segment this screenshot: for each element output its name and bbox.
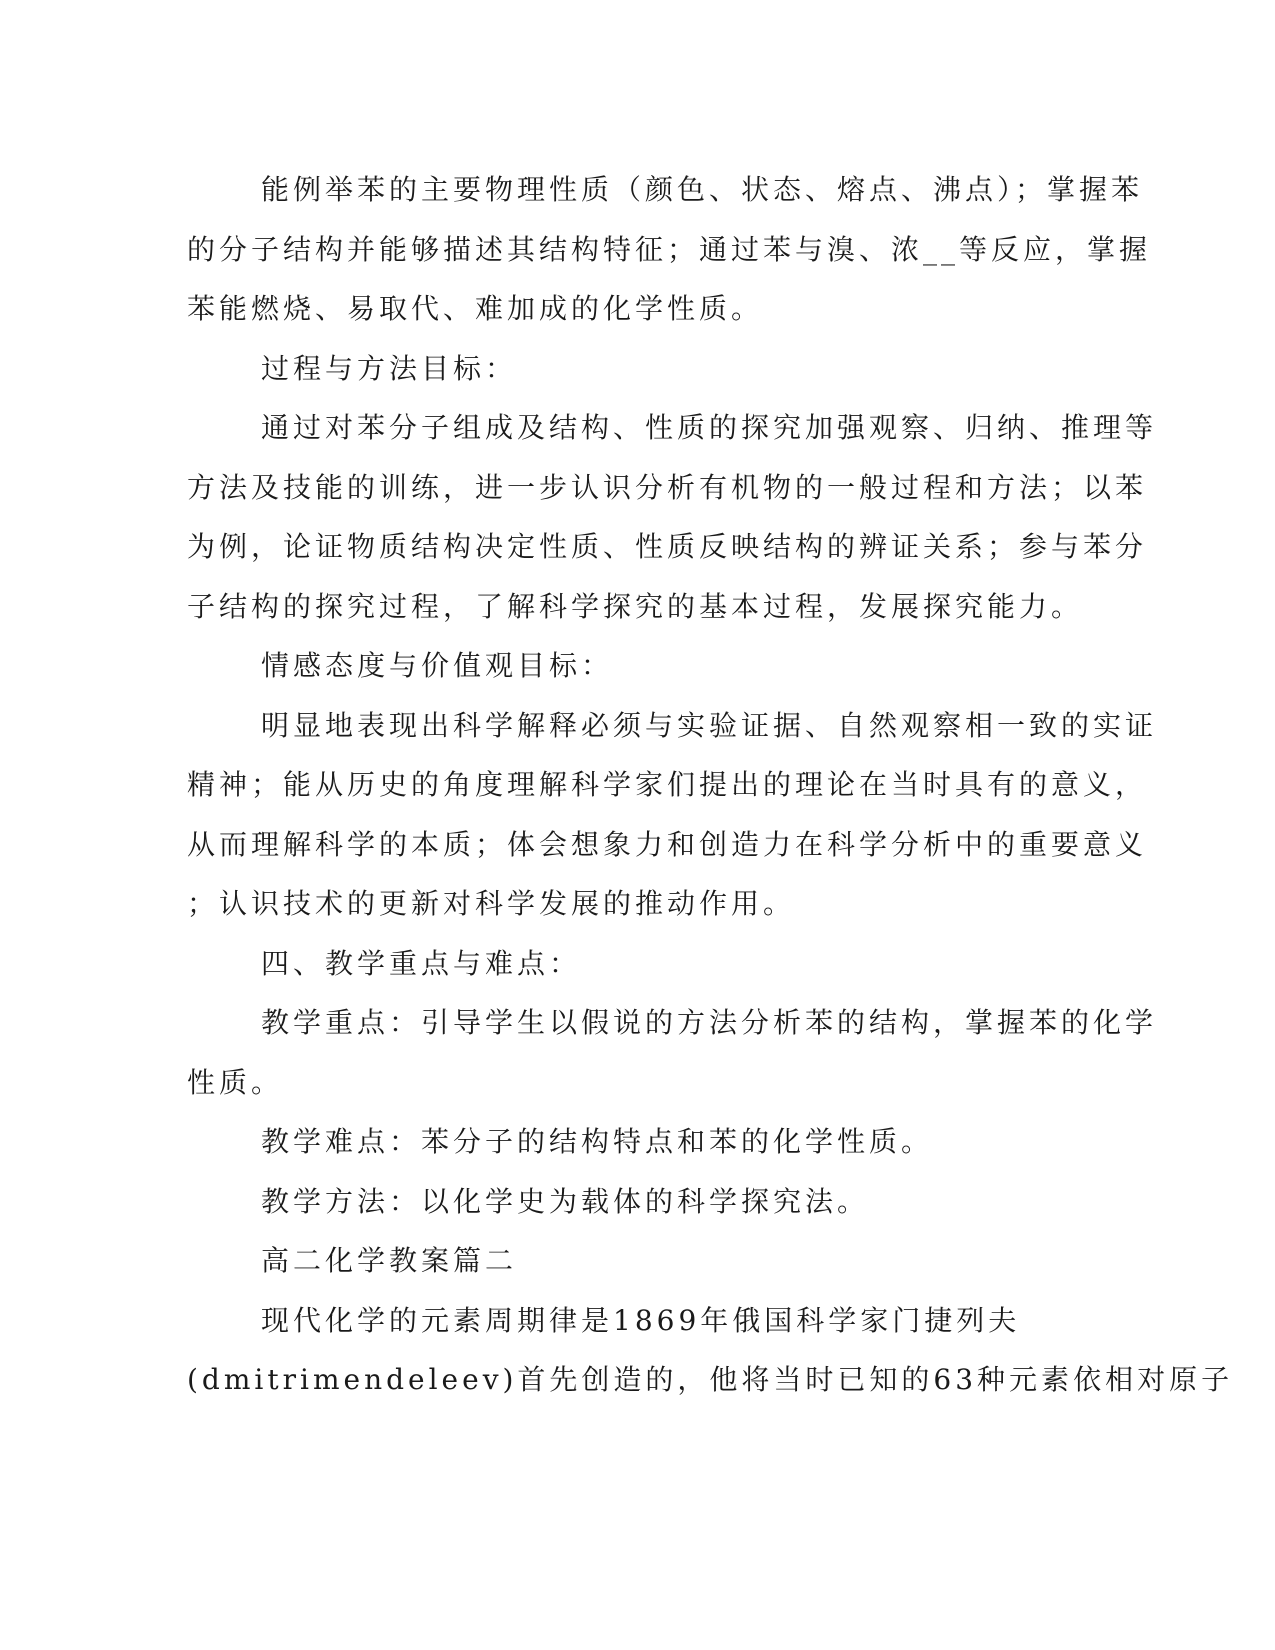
- section-heading-key-points: [187, 934, 1067, 994]
- text-line: 精神；能从历史的角度理解科学家们提出的理论在当时具有的意义，: [187, 768, 1148, 801]
- paragraph-periodic-law: [187, 1291, 1234, 1410]
- section-title-lesson-two: [187, 1231, 1067, 1291]
- paragraph-physical-properties: [187, 160, 1152, 339]
- text-line: 性质。: [187, 1065, 284, 1099]
- text-line: 子结构的探究过程，了解科学探究的基本过程，发展探究能力。: [187, 589, 1084, 623]
- text-line: 能例举苯的主要物理性质（颜色、状态、熔点、沸点）；掌握苯: [261, 173, 1144, 206]
- paragraph-emotion: [187, 696, 1158, 934]
- paragraph-teaching-method: [187, 1172, 1067, 1232]
- text-line: 明显地表现出科学解释必须与实验证据、自然观察相一致的实证: [261, 708, 1158, 742]
- text-line: 为例，论证物质结构决定性质、性质反映结构的辨证关系；参与苯分: [187, 530, 1148, 563]
- text-line: 苯能燃烧、易取代、难加成的化学性质。: [187, 292, 764, 325]
- paragraph-process-method: [187, 398, 1158, 636]
- text-line: 教学重点：引导学生以假说的方法分析苯的结构，掌握苯的化学: [261, 1006, 1158, 1039]
- text-line: 高二化学教案篇二: [261, 1244, 518, 1277]
- text-line: 从而理解科学的本质；体会想象力和创造力在科学分析中的重要意义: [187, 827, 1148, 861]
- paragraph-key-point: [187, 993, 1158, 1112]
- section-heading-process-method: [187, 339, 1067, 399]
- text-line: 过程与方法目标：: [261, 351, 518, 385]
- text-line: 教学方法：以化学史为载体的科学探究法。: [261, 1184, 870, 1218]
- text-line: 情感态度与价值观目标：: [261, 649, 614, 682]
- text-line: 现代化学的元素周期律是1869年俄国科学家门捷列夫: [261, 1303, 1021, 1337]
- section-heading-emotion: [187, 636, 1067, 696]
- text-line: 四、教学重点与难点：: [261, 946, 582, 980]
- document-body: [187, 160, 1234, 1410]
- text-line: 方法及技能的训练，进一步认识分析有机物的一般过程和方法；以苯: [187, 470, 1148, 504]
- text-line: 的分子结构并能够描述其结构特征；通过苯与溴、浓__等反应，掌握: [187, 232, 1152, 266]
- text-line: 教学难点：苯分子的结构特点和苯的化学性质。: [261, 1125, 934, 1158]
- text-line: ；认识技术的更新对科学发展的推动作用。: [187, 887, 796, 920]
- text-line: (dmitrimendeleev)首先创造的，他将当时已知的63种元素依相对原子: [187, 1363, 1234, 1396]
- paragraph-difficult-point: [187, 1112, 1067, 1172]
- text-line: 通过对苯分子组成及结构、性质的探究加强观察、归纳、推理等: [261, 411, 1158, 444]
